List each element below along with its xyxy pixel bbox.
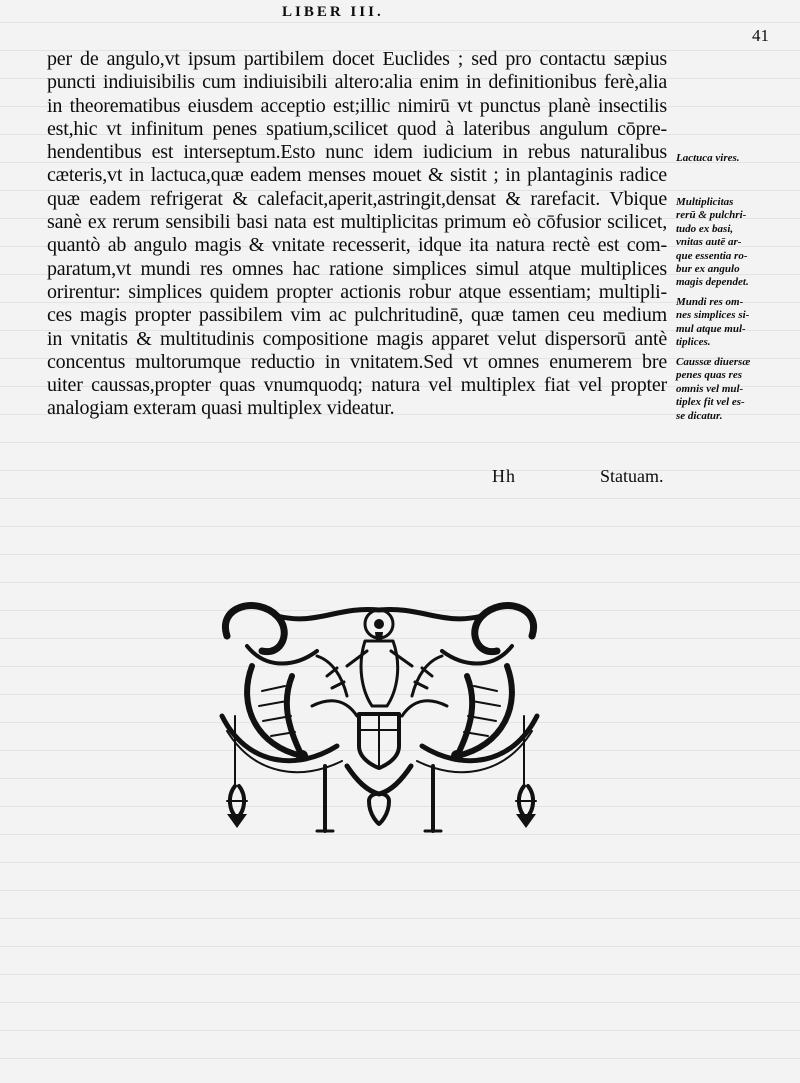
marginal-line: nes simplices si- <box>676 309 750 322</box>
body-text <box>47 48 667 421</box>
body-line: quantò ab angulo magis & vnitate recesserit, idque ita natura rectè est com- <box>47 234 667 257</box>
marginal-line: tiplex fit vel es- <box>676 396 745 409</box>
running-head: LIBER III. <box>282 4 384 20</box>
catchword: Statuam. <box>600 466 664 486</box>
body-line: cæteris,vt in lactuca,quæ eadem menses mouet & sistit ; in plantaginis radice <box>47 164 667 187</box>
marginal-line: magis dependet. <box>676 276 749 289</box>
marginal-line: se dicatur. <box>676 409 723 422</box>
marginal-line: Mundi res om- <box>676 296 744 308</box>
marginal-line: rerū & pulchri- <box>676 209 747 222</box>
body-line: in vnitatis & multitudinis compositione magis apparet velut dispersorū antè <box>47 327 667 350</box>
body-line: sanè ex rerum sensibili basi nata est multiplicitas primum eò cōfusior scilicet, <box>47 211 667 234</box>
marginal-line: mul atque mul- <box>676 322 746 335</box>
body-line: paratum,vt mundi res omnes hac ratione simplices simul atque multiplices <box>47 257 667 280</box>
signature-mark: Hh <box>492 466 516 486</box>
body-line: quæ eadem refrigerat & calefacit,aperit,astringit,densat & rarefacit. Vbique <box>47 187 667 210</box>
marginal-note-caussae <box>676 356 786 423</box>
body-line: puncti indiuisibilis cum indiuisibili altero:alia enim in definitionibus ferè,alia <box>47 71 667 94</box>
marginal-line: penes quas res <box>676 369 743 382</box>
body-line: per de angulo,vt ipsum partibilem docet Euclides ; sed pro contactu sæpius <box>47 48 667 70</box>
marginal-line: vnitas autē ar- <box>676 236 742 249</box>
page-number: 41 <box>752 26 769 45</box>
marginal-note-mundi-res <box>676 296 786 350</box>
marginal-line: Lactuca vires. <box>676 152 740 164</box>
body-line: concentus multorumque reductio in vnitatem.Sed vt omnes enumerem bre <box>47 350 667 373</box>
marginal-note-multiplicitas <box>676 196 786 290</box>
marginal-line: bur ex angulo <box>676 263 740 276</box>
body-line: hendentibus est interseptum.Esto nunc idem iudicium in rebus naturalibus <box>47 141 667 164</box>
body-line: est,hic vt infinitum penes spatium,scilicet quod à lateribus angulum cōpre- <box>47 117 667 140</box>
marginal-line: tiplices. <box>676 336 711 349</box>
marginal-line: Caussæ diuersæ <box>676 356 751 368</box>
marginal-line: tudo ex basi, <box>676 222 734 235</box>
marginal-line: omnis vel mul- <box>676 382 744 395</box>
body-line: in theorematibus eiusdem acceptio est;illic nimirū vt punctus planè insectilis <box>47 94 667 117</box>
body-line: ces magis propter passibilem vim ac pulchritudinē, quæ tamen ceu medium <box>47 304 667 327</box>
woodcut-ornament-icon <box>207 596 552 841</box>
marginal-note-lactuca <box>676 152 786 165</box>
body-line: uiter caussas,propter quas vnumquodq; natura vel multiplex fiat vel propter <box>47 374 667 397</box>
body-line: analogiam exteram quasi multiplex videatur. <box>47 397 395 420</box>
body-line: orirentur: simplices quidem propter actionis robur atque essentiam; multipli- <box>47 280 667 303</box>
marginal-line: Multiplicitas <box>676 196 734 208</box>
marginal-line: que essentia ro- <box>676 249 748 262</box>
